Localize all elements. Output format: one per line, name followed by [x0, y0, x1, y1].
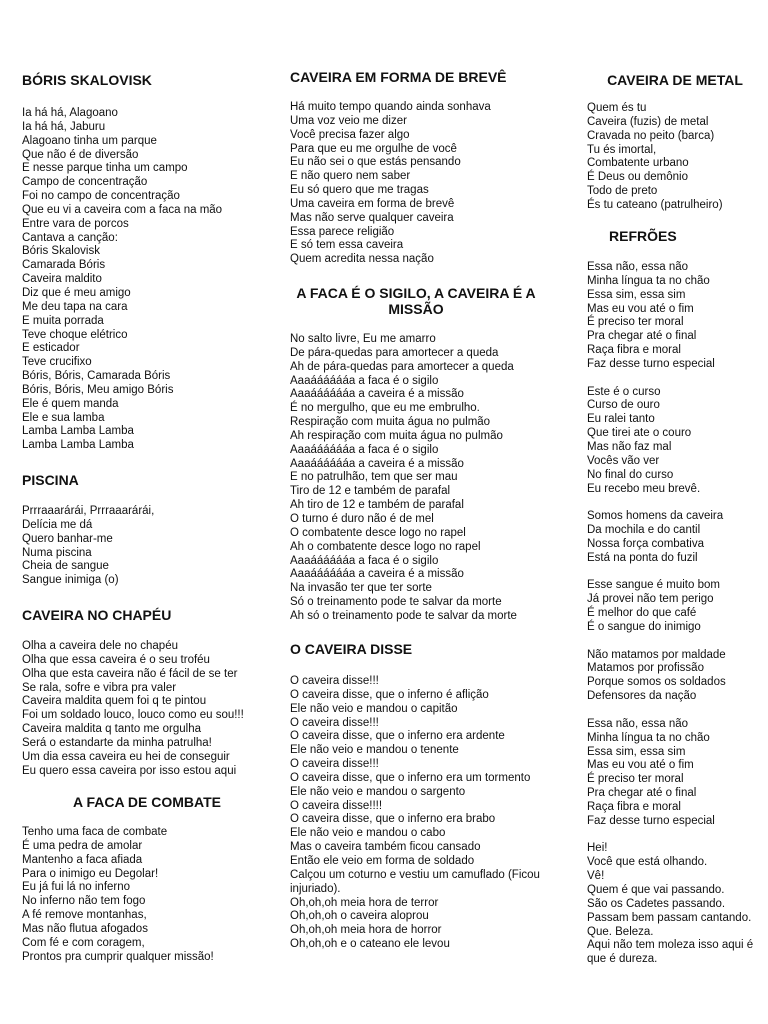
lyric-line: É preciso ter moral — [587, 773, 684, 786]
lyric-line: Aqui não tem moleza isso aqui é que é dureza. — [587, 939, 754, 966]
lyric-line: O caveira disse, que o inferno é aflição — [290, 688, 489, 701]
lyric-line: Que não é de diversão — [22, 148, 139, 161]
lyric-line: Ah tiro de 12 e também de parafal — [290, 499, 464, 512]
lyric-line: Ele não veio e mandou o cabo — [290, 827, 446, 840]
lyric-line: Bóris Skalovisk — [22, 245, 100, 258]
lyric-line: Ele não veio e mandou o tenente — [290, 744, 459, 757]
lyric-line: Ele e sua lamba — [22, 411, 105, 424]
lyric-line: Ah o combatente desce logo no rapel — [290, 540, 481, 553]
lyric-line: É o sangue do inimigo — [587, 620, 701, 633]
lyric-line: O caveira disse!!! — [290, 716, 379, 729]
lyric-line: E nesse parque tinha um campo — [22, 162, 188, 175]
lyric-line: O caveira disse, que o inferno era um tormento — [290, 771, 531, 784]
lyric-line: Defensores da nação — [587, 690, 697, 703]
lyric-line: Oh,oh,oh o caveira aloprou — [290, 910, 429, 923]
lyric-line: Que tirei ate o couro — [587, 427, 692, 440]
lyric-line: Essa sim, essa sim — [587, 288, 686, 301]
lyric-line: Numa piscina — [22, 546, 92, 559]
lyric-line: E só tem essa caveira — [290, 239, 404, 252]
lyric-line: Foi no campo de concentração — [22, 190, 180, 203]
lyric-line: Essa não, essa não — [587, 261, 689, 273]
lyric-line: Aaaááááááa a caveira é a missão — [290, 388, 464, 401]
lyric-line: Eu já fui lá no inferno — [22, 881, 131, 894]
lyric-line: Quero banhar-me — [22, 532, 113, 545]
lyric-line: Alagoano tinha um parque — [22, 134, 157, 147]
lyric-line: Passam bem passam cantando. — [587, 911, 752, 924]
lyric-line: Quem acredita nessa nação — [290, 253, 434, 266]
lyric-line: Raça fibra e moral — [587, 344, 681, 357]
lyric-line: No final do curso — [587, 468, 674, 481]
lyric-line: Há muito tempo quando ainda sonhava — [290, 101, 491, 113]
lyric-line: Bóris, Bóris, Camarada Bóris — [22, 370, 171, 383]
lyric-line: Aaaááááááa a caveira é a missão — [290, 457, 464, 470]
section-lyrics — [22, 505, 154, 588]
lyric-line: Ah só o treinamento pode te salvar da morte — [290, 609, 517, 622]
lyric-line: Ah de pára-quedas para amortecer a queda — [290, 360, 514, 373]
lyric-line: Diz que é meu amigo — [22, 286, 131, 299]
section-title: CAVEIRA DE METAL — [607, 72, 743, 88]
lyric-line: Você precisa fazer algo — [290, 128, 410, 141]
stanza-break — [587, 829, 763, 843]
section-lyrics — [587, 102, 763, 213]
section-title: REFRÕES — [609, 228, 677, 244]
lyric-line: Essa não, essa não — [587, 717, 689, 730]
lyric-line: Oh,oh,oh meia hora de horror — [290, 924, 442, 937]
lyric-line: Só o treinamento pode te salvar da morte — [290, 596, 502, 609]
lyric-line: Lamba Lamba Lamba — [22, 425, 134, 438]
section-refroes — [587, 228, 763, 967]
lyric-line: De pára-quedas para amortecer a queda — [290, 346, 499, 359]
lyric-line: Da mochila e do cantil — [587, 524, 701, 537]
section-o-caveira-disse — [290, 641, 580, 952]
lyric-line: Com fé e com coragem, — [22, 936, 145, 949]
lyric-line: Olha que esta caveira não é fácil de se ter — [22, 667, 238, 680]
lyric-line: Está na ponta do fuzil — [587, 551, 698, 564]
section-title: A FACA DE COMBATE — [72, 794, 222, 810]
lyric-line: Este é o curso — [587, 385, 661, 398]
section-title: BÓRIS SKALOVISK — [22, 72, 152, 88]
stanza-break — [587, 566, 763, 580]
lyric-line: Mas não faz mal — [587, 440, 672, 453]
section-lyrics — [22, 107, 222, 453]
lyric-line: Essa sim, essa sim — [587, 745, 686, 758]
section-lyrics — [22, 640, 244, 778]
lyric-line: No inferno não tem fogo — [22, 895, 146, 908]
lyric-line: Sangue inimiga (o) — [22, 574, 119, 587]
lyric-line: É melhor do que café — [587, 607, 697, 620]
lyric-line: Ia há há, Alagoano — [22, 107, 118, 119]
lyric-line: Pra chegar até o final — [587, 330, 697, 343]
lyric-line: Minha língua ta no chão — [587, 274, 710, 287]
section-faca-e-o-sigilo — [290, 285, 580, 624]
lyric-line: Cravada no peito (barca) — [587, 129, 715, 142]
lyric-line: Matamos por profissão — [587, 662, 704, 675]
lyric-line: E esticador — [22, 342, 80, 355]
lyric-line: E muita porrada — [22, 314, 104, 327]
lyric-line: Aaaááááááa a faca é o sigilo — [290, 374, 439, 387]
section-boris-skalovisk — [22, 72, 222, 453]
lyric-line: Cantava a canção: — [22, 231, 118, 244]
section-lyrics — [290, 675, 580, 952]
lyric-line: Uma voz veio me dizer — [290, 114, 407, 127]
lyric-line: Que. Beleza. — [587, 925, 654, 938]
lyric-line: Na invasão ter que ter sorte — [290, 582, 432, 595]
lyric-line: Calçou um coturno e vestiu um camuflado (Ficou injuriado). — [290, 868, 540, 895]
lyric-line: O caveira disse, que o inferno era ardente — [290, 730, 505, 743]
lyric-line: Para o inimigo eu Degolar! — [22, 867, 159, 880]
section-title: CAVEIRA NO CHAPÉU — [22, 607, 172, 623]
lyric-line: Quem é que vai passando. — [587, 883, 725, 896]
section-lyrics — [587, 261, 763, 967]
lyric-line: Caveira maldita quem foi q te pintou — [22, 695, 207, 708]
lyric-line: Aaaááááááa a faca é o sigilo — [290, 554, 439, 567]
lyric-line: Que eu vi a caveira com a faca na mão — [22, 203, 223, 216]
lyric-line: Entre vara de porcos — [22, 217, 129, 230]
lyric-line: Mas eu vou até o fim — [587, 302, 694, 315]
lyric-line: Faz desse turno especial — [587, 357, 715, 370]
lyric-line: Mas o caveira também ficou cansado — [290, 841, 481, 854]
lyric-line: Porque somos os soldados — [587, 676, 726, 689]
lyric-line: Cheia de sangue — [22, 560, 109, 573]
lyric-line: Oh,oh,oh meia hora de terror — [290, 896, 439, 909]
lyric-line: Mantenho a faca afiada — [22, 853, 143, 866]
lyric-line: Bóris, Bóris, Meu amigo Bóris — [22, 383, 174, 396]
lyric-line: Combatente urbano — [587, 157, 689, 170]
lyric-line: Raça fibra e moral — [587, 800, 681, 813]
lyric-line: Tenho uma faca de combate — [22, 826, 168, 838]
lyric-line: O caveira disse, que o inferno era brabo — [290, 813, 496, 826]
lyric-line: Eu não sei o que estás pensando — [290, 156, 461, 169]
lyric-line: E no patrulhão, tem que ser mau — [290, 471, 458, 484]
lyric-line: Foi um soldado louco, louco como eu sou!!! — [22, 709, 244, 722]
section-faca-de-combate — [22, 794, 272, 964]
lyric-line: Uma caveira em forma de brevê — [290, 197, 455, 210]
lyric-line: Quem és tu — [587, 102, 647, 114]
lyric-line: O turno é duro não é de mel — [290, 512, 434, 525]
lyric-line: Aaaááááááa a faca é o sigilo — [290, 443, 439, 456]
lyric-line: Respiração com muita água no pulmão — [290, 416, 491, 429]
lyric-line: Eu quero essa caveira por isso estou aqui — [22, 764, 237, 777]
lyric-line: Tiro de 12 e também de parafal — [290, 485, 451, 498]
lyric-line: Nossa força combativa — [587, 537, 704, 550]
lyric-line: É no mergulho, que eu me embrulho. — [290, 402, 480, 415]
section-piscina — [22, 472, 154, 588]
lyric-line: Será o estandarte da minha patrulha! — [22, 736, 212, 749]
section-caveira-em-forma-de-breve — [290, 69, 507, 267]
lyric-line: Você que está olhando. — [587, 856, 708, 869]
lyric-line: Vê! — [587, 870, 605, 883]
lyric-line: Curso de ouro — [587, 399, 660, 412]
stanza-break — [587, 372, 763, 386]
lyric-line: Camarada Bóris — [22, 259, 106, 272]
lyric-line: Caveira (fuzis) de metal — [587, 115, 709, 128]
lyric-line: Ele não veio e mandou o capitão — [290, 702, 458, 715]
lyric-line: O caveira disse!!!! — [290, 799, 383, 812]
section-caveira-de-metal — [587, 72, 763, 213]
lyric-line: Então ele veio em forma de soldado — [290, 854, 475, 867]
lyric-line: Lamba Lamba Lamba — [22, 439, 134, 452]
lyric-line: Se rala, sofre e vibra pra valer — [22, 681, 177, 694]
stanza-break — [587, 635, 763, 649]
lyric-line: O caveira disse!!! — [290, 675, 379, 687]
lyric-line: Ia há há, Jaburu — [22, 120, 106, 133]
lyric-line: Pra chegar até o final — [587, 787, 697, 800]
lyric-line: Mas eu vou até o fim — [587, 759, 694, 772]
lyric-line: Todo de preto — [587, 185, 658, 198]
stanza-break — [587, 496, 763, 510]
section-caveira-no-chapeu — [22, 607, 244, 778]
lyric-line: Ele não veio e mandou o sargento — [290, 785, 466, 798]
lyric-line: Campo de concentração — [22, 176, 148, 189]
lyric-line: Somos homens da caveira — [587, 510, 724, 523]
lyric-line: Vocês vão ver — [587, 454, 660, 467]
lyric-line: Aaaááááááa a caveira é a missão — [290, 568, 464, 581]
lyric-line: Faz desse turno especial — [587, 814, 715, 827]
lyric-line: Essa parece religião — [290, 225, 395, 238]
lyric-line: Teve choque elétrico — [22, 328, 128, 341]
section-title: PISCINA — [22, 472, 79, 488]
lyric-line: Já provei não tem perigo — [587, 593, 714, 606]
section-lyrics — [290, 101, 507, 267]
lyric-line: Ele é quem manda — [22, 397, 119, 410]
lyric-line: Delícia me dá — [22, 518, 93, 531]
lyric-line: Eu ralei tanto — [587, 413, 655, 426]
section-lyrics — [290, 333, 580, 624]
lyric-line: Tu és imortal, — [587, 143, 657, 156]
lyric-line: Mas não flutua afogados — [22, 922, 148, 935]
lyric-line: No salto livre, Eu me amarro — [290, 333, 436, 345]
lyric-line: Esse sangue é muito bom — [587, 579, 720, 592]
lyric-line: Oh,oh,oh e o cateano ele levou — [290, 938, 450, 951]
lyric-line: Um dia essa caveira eu hei de conseguir — [22, 750, 230, 763]
lyric-line: Olha a caveira dele no chapéu — [22, 640, 178, 652]
lyric-line: É preciso ter moral — [587, 316, 684, 329]
lyric-line: Caveira maldito — [22, 273, 102, 286]
lyric-line: E não quero nem saber — [290, 170, 411, 183]
lyric-line: Caveira maldita q tanto me orgulha — [22, 723, 201, 736]
lyric-line: A fé remove montanhas, — [22, 909, 147, 922]
lyric-line: Não matamos por maldade — [587, 648, 726, 661]
lyric-line: Olha que essa caveira é o seu troféu — [22, 653, 210, 666]
lyric-line: O caveira disse!!! — [290, 758, 379, 771]
lyric-line: Prontos pra cumprir qualquer missão! — [22, 950, 214, 963]
section-title: A FACA É O SIGILO, A CAVEIRA É A MISSÃO — [296, 285, 536, 317]
lyric-line: É Deus ou demônio — [587, 171, 689, 184]
lyric-line: Hei! — [587, 842, 608, 855]
lyric-line: O combatente desce logo no rapel — [290, 526, 466, 539]
stanza-break — [587, 704, 763, 718]
section-title: O CAVEIRA DISSE — [290, 641, 413, 657]
lyric-line: Para que eu me orgulhe de você — [290, 142, 457, 155]
section-title: CAVEIRA EM FORMA DE BREVÊ — [290, 69, 507, 85]
lyric-line: Teve crucifixo — [22, 356, 92, 369]
lyric-line: Eu recebo meu brevê. — [587, 482, 701, 495]
lyric-line: Mas não serve qualquer caveira — [290, 211, 454, 224]
lyric-line: É uma pedra de amolar — [22, 839, 143, 852]
lyric-line: Eu só quero que me tragas — [290, 184, 429, 197]
lyric-line: Minha língua ta no chão — [587, 731, 710, 744]
lyric-line: Prrraaarárái, Prrraaarárái, — [22, 505, 155, 517]
lyric-line: Me deu tapa na cara — [22, 300, 128, 313]
lyric-line: És tu cateano (patrulheiro) — [587, 198, 723, 211]
section-lyrics — [22, 826, 272, 964]
lyric-line: São os Cadetes passando. — [587, 897, 726, 910]
lyric-line: Ah respiração com muita água no pulmão — [290, 429, 503, 442]
